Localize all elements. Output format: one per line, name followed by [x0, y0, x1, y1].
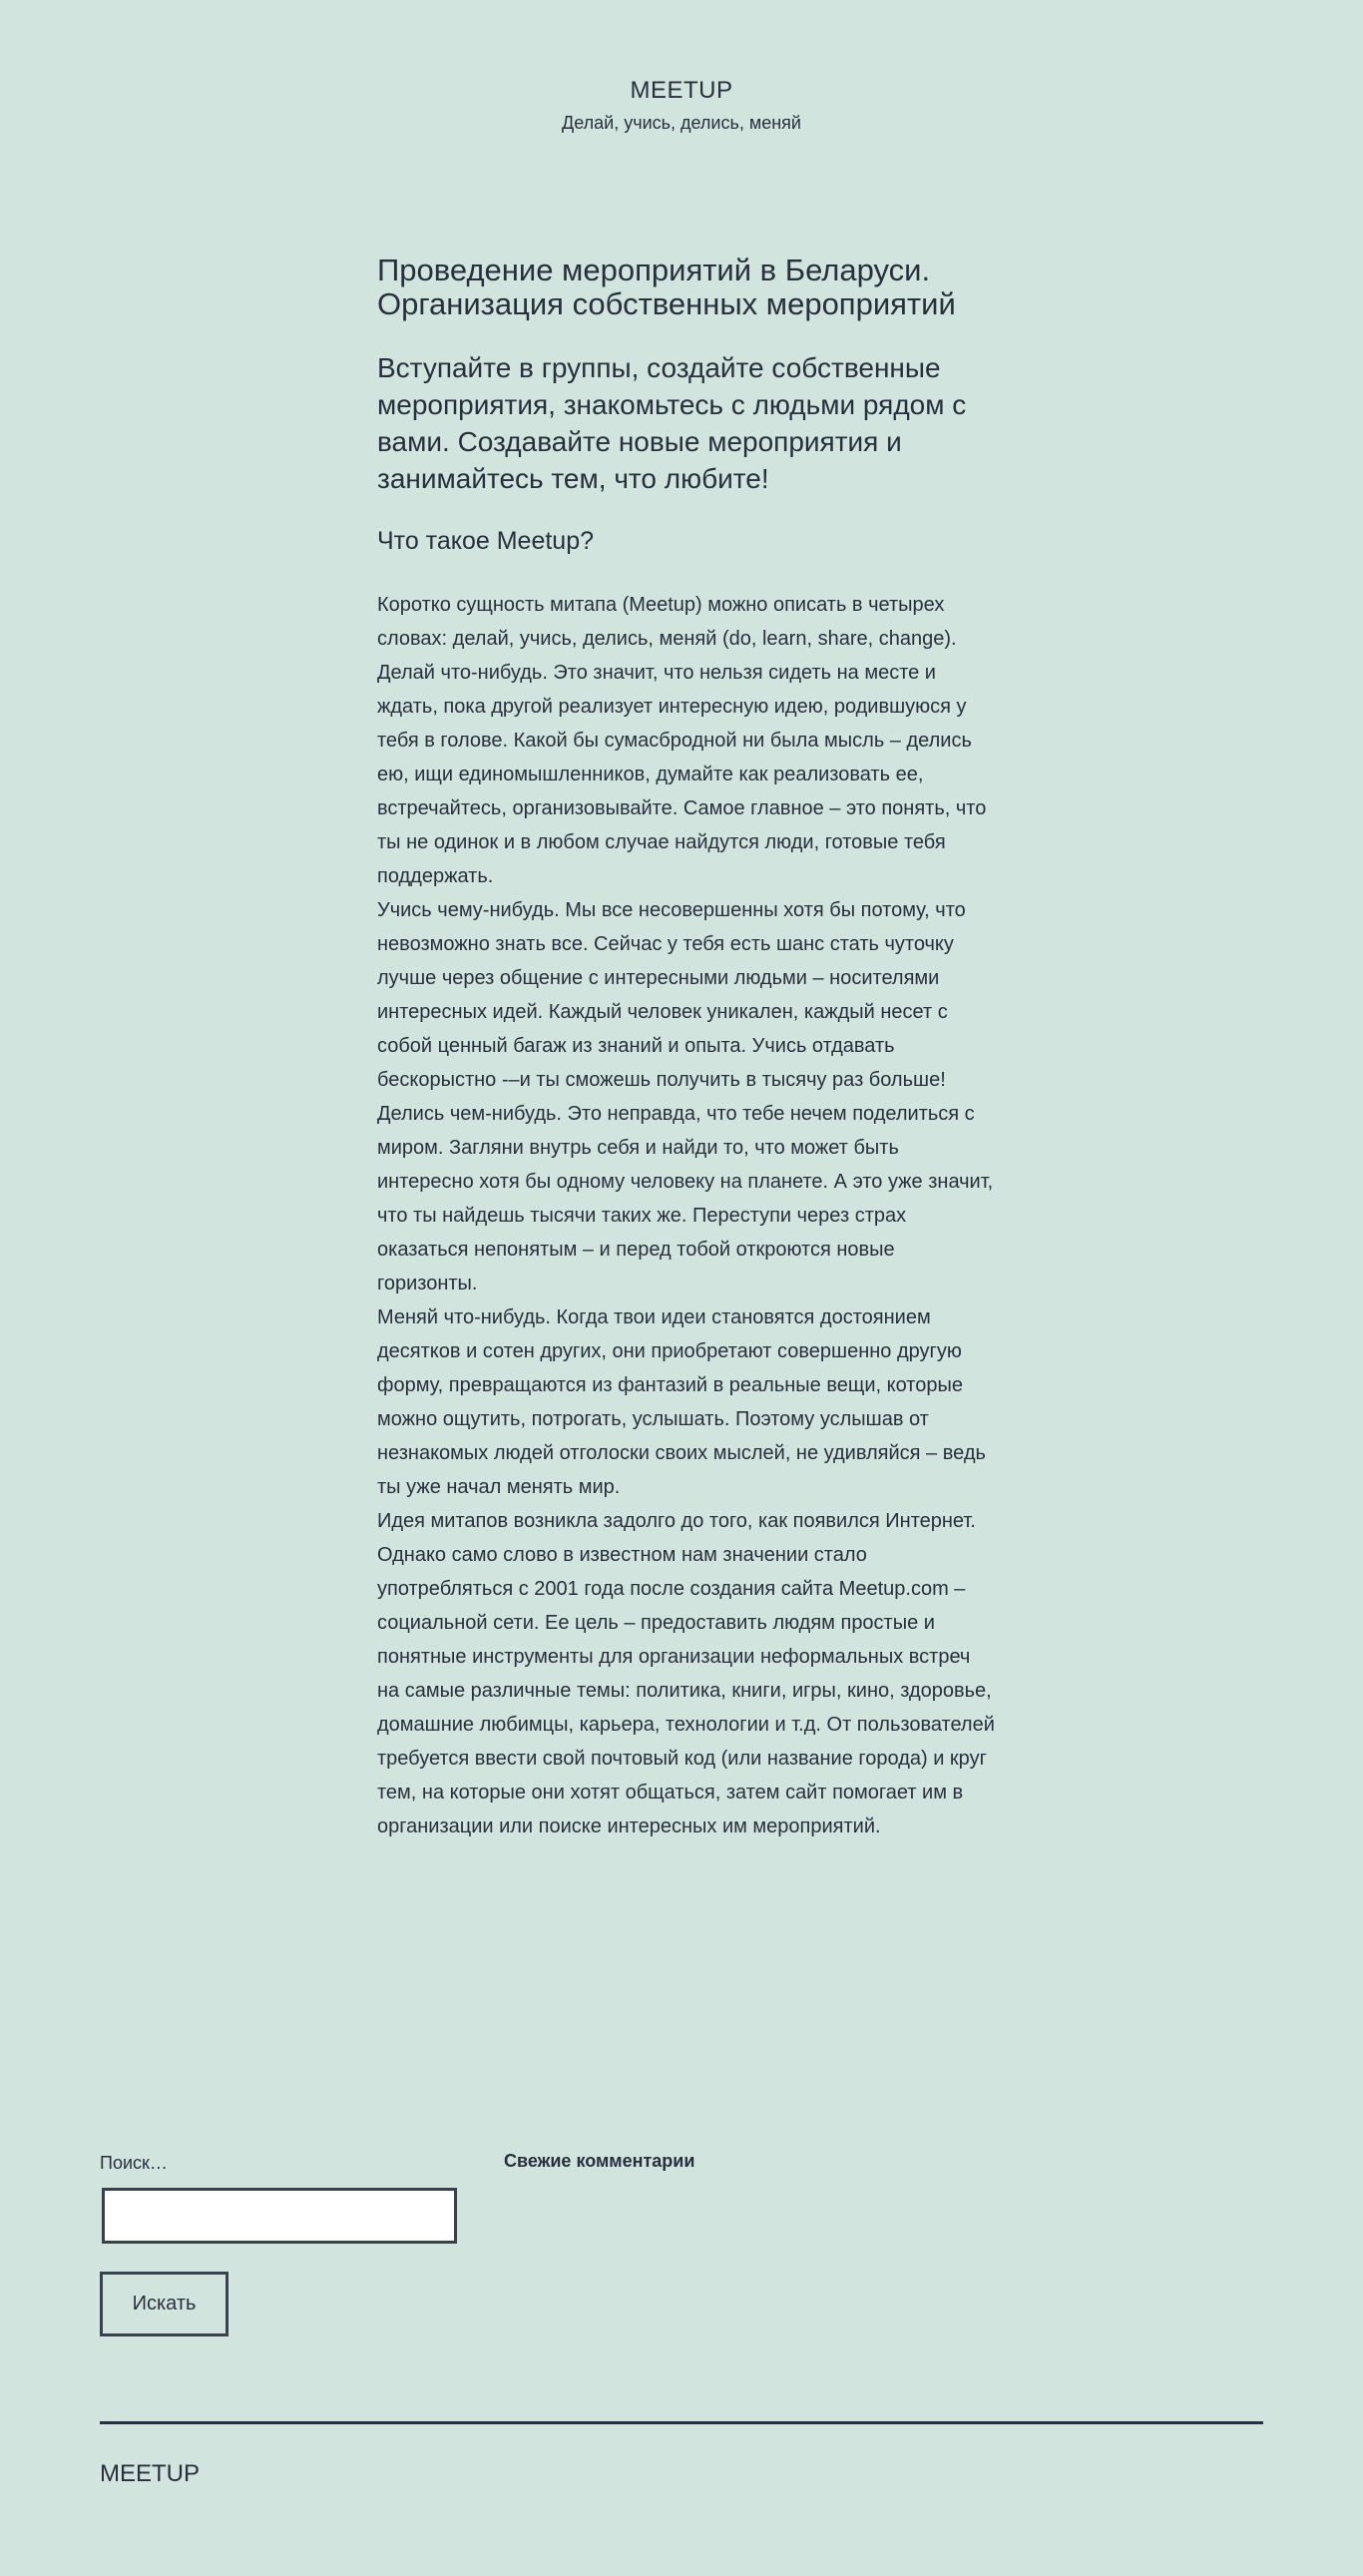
- footer-site-title-link[interactable]: MEETUP: [100, 2460, 201, 2487]
- site-header: [0, 74, 1363, 136]
- footer-divider: [100, 2421, 1263, 2424]
- article-paragraph: Идея митапов возникла задолго до того, как появился Интернет. Однако само слово в известном нам значении стало употребляться с 2001 года после создания сайта Meetup.com – социальной сети. Ее цель – предоставить людям простые и понятные инструменты для организации неформальных встреч на самые различные темы: политика, книги, игры, кино, здоровье, домашние любимцы, карьера, технологии и т.д. От пользователей требуется ввести свой почтовый код (или название города) и круг тем, на которые они хотят общаться, затем сайт помогает им в организации или поиске интересных им мероприятий.: [377, 1510, 995, 1837]
- article-paragraph: Учись чему-нибудь. Мы все несовершенны хотя бы потому, что невозможно знать все. Сейчас у тебя есть шанс стать чуточку лучше через общение с интересными людьми – носителями интересных идей. Каждый человек уникален, каждый несет с собой ценный багаж из знаний и опыта. Учись отдавать бескорыстно -–и ты сможешь получить в тысячу раз больше!: [377, 899, 966, 1091]
- site-title-link[interactable]: MEETUP: [630, 77, 733, 104]
- article-body: [377, 588, 996, 1843]
- article-paragraph: Делись чем-нибудь. Это неправда, что тебе нечем поделиться с миром. Загляни внутрь себя и найди то, что может быть интересно хотя бы одному человеку на планете. А это уже значит, что ты найдешь тысячи таких же. Переступи через страх оказаться непонятым – и перед тобой откроются новые горизонты.: [377, 1103, 994, 1294]
- search-label: Поиск…: [100, 2153, 168, 2173]
- article-title: Проведение мероприятий в Беларуси. Организация собственных мероприятий: [377, 253, 956, 321]
- article-lead: Вступайте в группы, создайте собственные мероприятия, знакомьтесь с людьми рядом с вами. Создавайте новые мероприятия и занимайтесь тем, что любите!: [377, 352, 967, 494]
- search-button[interactable]: Искать: [100, 2272, 228, 2336]
- article-paragraph: Меняй что-нибудь. Когда твои идеи становятся достоянием десятков и сотен других, они приобретают совершенно другую форму, превращаются из фантазий в реальные вещи, которые можно ощутить, потрогать, услышать. Поэтому услышав от незнакомых людей отголоски своих мыслей, не удивляйся – ведь ты уже начал менять мир.: [377, 1306, 986, 1498]
- recent-comments-title: Свежие комментарии: [504, 2151, 695, 2171]
- article-paragraph: Коротко сущность митапа (Meetup) можно описать в четырех словах: делай, учись, делись, меняй (do, learn, share, change).: [377, 594, 957, 650]
- article-paragraph: Делай что-нибудь. Это значит, что нельзя сидеть на месте и ждать, пока другой реализует интересную идею, родившуюся у тебя в голове. Какой бы сумасбродной ни была мысль – делись ею, ищи единомышленников, думайте как реализовать ее, встречайтесь, организовывайте. Самое главное – это понять, что ты не одинок и в любом случае найдутся люди, готовые тебя поддержать.: [377, 662, 987, 887]
- article: [377, 254, 996, 1843]
- site-tagline: Делай, учись, делись, меняй: [562, 113, 801, 133]
- article-subheading: Что такое Meetup?: [377, 527, 595, 555]
- search-input[interactable]: [102, 2188, 457, 2244]
